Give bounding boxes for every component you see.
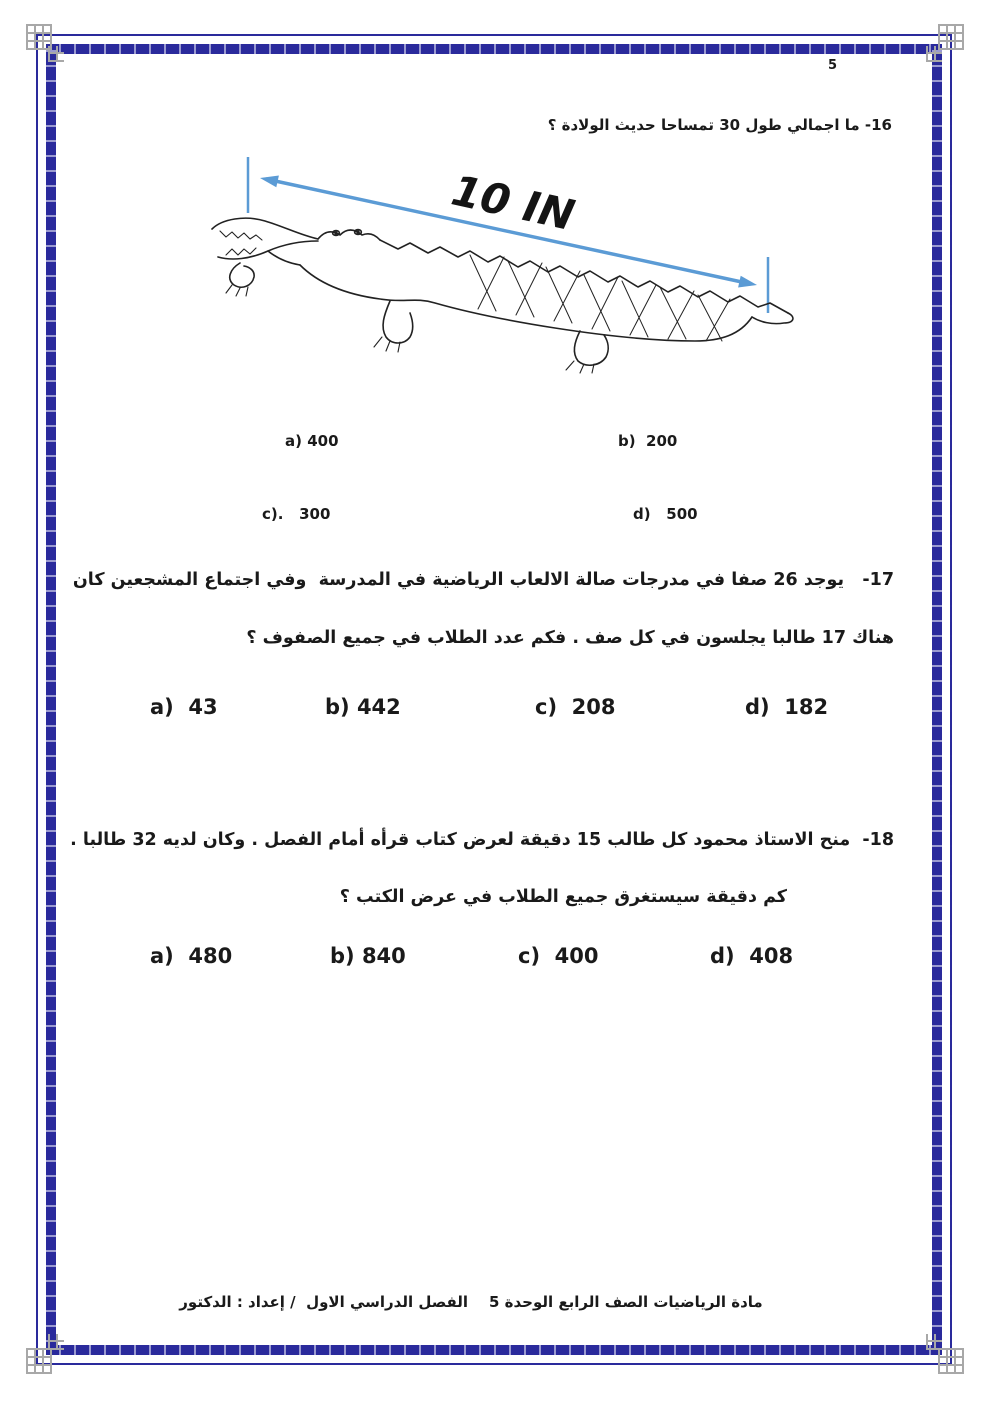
q16-option-a: a) 400 <box>285 432 339 450</box>
question-18-line2: كم دقيقة سيستغرق جميع الطلاب في عرض الكتب ؟ <box>339 887 787 907</box>
border-corner-art-bottom-left <box>26 1348 52 1374</box>
q17-option-c: c) 208 <box>535 695 616 719</box>
q17-option-a: a) 43 <box>150 695 218 719</box>
border-corner-art-top-right <box>938 24 964 50</box>
q18-option-a: a) 480 <box>150 944 233 968</box>
crocodile-drawing <box>212 218 793 373</box>
q16-option-c: c). 300 <box>262 505 331 523</box>
page-footer: مادة الرياضيات الصف الرابع الوحدة 5 الفصل الدراسي الاول / إعداد : الدكتور <box>179 1293 763 1311</box>
page-border-top <box>46 44 942 54</box>
crocodile-crosshatch <box>470 255 730 341</box>
crocodile-figure-svg <box>160 145 820 390</box>
page-border-bottom <box>46 1345 942 1355</box>
arrow-label-10in: 10 IN <box>447 165 579 241</box>
q18-option-c: c) 400 <box>518 944 599 968</box>
border-corner-art-bottom-right-2 <box>926 1334 942 1350</box>
border-corner-art-bottom-right <box>938 1348 964 1374</box>
q18-option-b: b) 840 <box>330 944 406 968</box>
page-border-right <box>932 44 942 1355</box>
question-17-line1: 17- يوجد 26 صفا في مدرجات صالة الالعاب الرياضية في المدرسة وفي اجتماع المشجعين كان <box>72 570 894 590</box>
question-18-line1: 18- منح الاستاذ محمود كل طالب 15 دقيقة لعرض كتاب قرأه أمام الفصل . وكان لديه 32 طالبا . <box>70 830 894 850</box>
page-number: 5 <box>828 58 838 73</box>
question-17-line2: هناك 17 طالبا يجلسون في كل صف . فكم عدد الطلاب في جميع الصفوف ؟ <box>246 628 894 648</box>
border-corner-art-top-left <box>26 24 52 50</box>
q17-option-b: b) 442 <box>325 695 401 719</box>
page-border-left <box>46 44 56 1355</box>
q16-option-d: d) 500 <box>633 505 698 523</box>
crocodile-figure <box>160 145 820 390</box>
border-corner-art-bottom-left-2 <box>48 1334 64 1350</box>
question-16-text: 16- ما اجمالي طول 30 تمساحا حديث الولادة ؟ <box>547 116 892 134</box>
q17-option-d: d) 182 <box>745 695 829 719</box>
q16-option-b: b) 200 <box>618 432 678 450</box>
border-corner-art-top-left-2 <box>48 46 64 62</box>
border-corner-art-top-right-2 <box>926 46 942 62</box>
q18-option-d: d) 408 <box>710 944 794 968</box>
